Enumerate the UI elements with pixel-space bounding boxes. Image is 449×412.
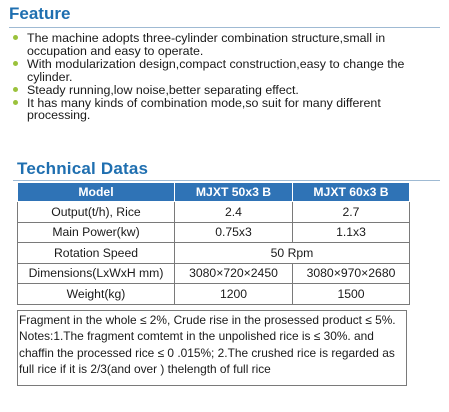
feature-heading: Feature [9,4,71,23]
feature-item [12,32,437,58]
column-header-model-b: MJXT 60x3 B [293,183,410,202]
cell-value-b: 2.7 [293,202,410,223]
row-label: Rotation Speed [18,243,175,264]
table-row [18,222,410,243]
feature-item-text: The machine adopts three-cylinder combination structure,small in occupation and easy to operate. [27,31,386,58]
feature-item-text: It has many kinds of combination mode,so suit for many different processing. [27,95,381,123]
technical-heading-rule [13,180,440,181]
bullet-icon [13,61,18,66]
cell-value-b: 1.1x3 [293,222,410,243]
cell-value-merged: 50 Rpm [175,243,410,264]
feature-list [12,32,437,122]
technical-heading: Technical Datas [17,159,149,178]
cell-value-b: 1500 [293,284,410,305]
cell-value-a: 0.75x3 [175,222,293,243]
feature-heading-rule [9,27,440,28]
cell-value-a: 3080×720×2450 [175,263,293,284]
table-row [18,263,410,284]
notes-text: Fragment in the whole ≤ 2%, Crude rise in the prosessed product ≤ 5%. Notes:1.The fragment comtemt in the unpolished rice is ≤ 30%. and chaffin the processed rice ≤ 0 .015%; 2.The crushed rice is regarded as full rice if it is 2/3(and over ) thelength of full rice [19,313,396,376]
feature-item [12,58,437,84]
cell-value-a: 1200 [175,284,293,305]
row-label: Dimensions(LxWxH mm) [18,263,175,284]
feature-item-text: Steady running,low noise,better separating effect. [27,82,299,97]
bullet-icon [13,100,18,105]
cell-value-a: 2.4 [175,202,293,223]
column-header-model: Model [18,183,175,202]
specs-table [17,182,410,305]
specs-header-row [18,183,410,202]
table-row [18,284,410,305]
row-label: Output(t/h), Rice [18,202,175,223]
bullet-icon [13,35,18,40]
notes-box [17,310,407,386]
row-label: Weight(kg) [18,284,175,305]
feature-item [12,97,437,123]
feature-item-text: With modularization design,compact construction,easy to change the cylinder. [27,56,405,84]
cell-value-b: 3080×970×2680 [293,263,410,284]
column-header-model-a: MJXT 50x3 B [175,183,293,202]
table-row [18,202,410,223]
table-row [18,243,410,264]
row-label: Main Power(kw) [18,222,175,243]
bullet-icon [13,87,18,92]
